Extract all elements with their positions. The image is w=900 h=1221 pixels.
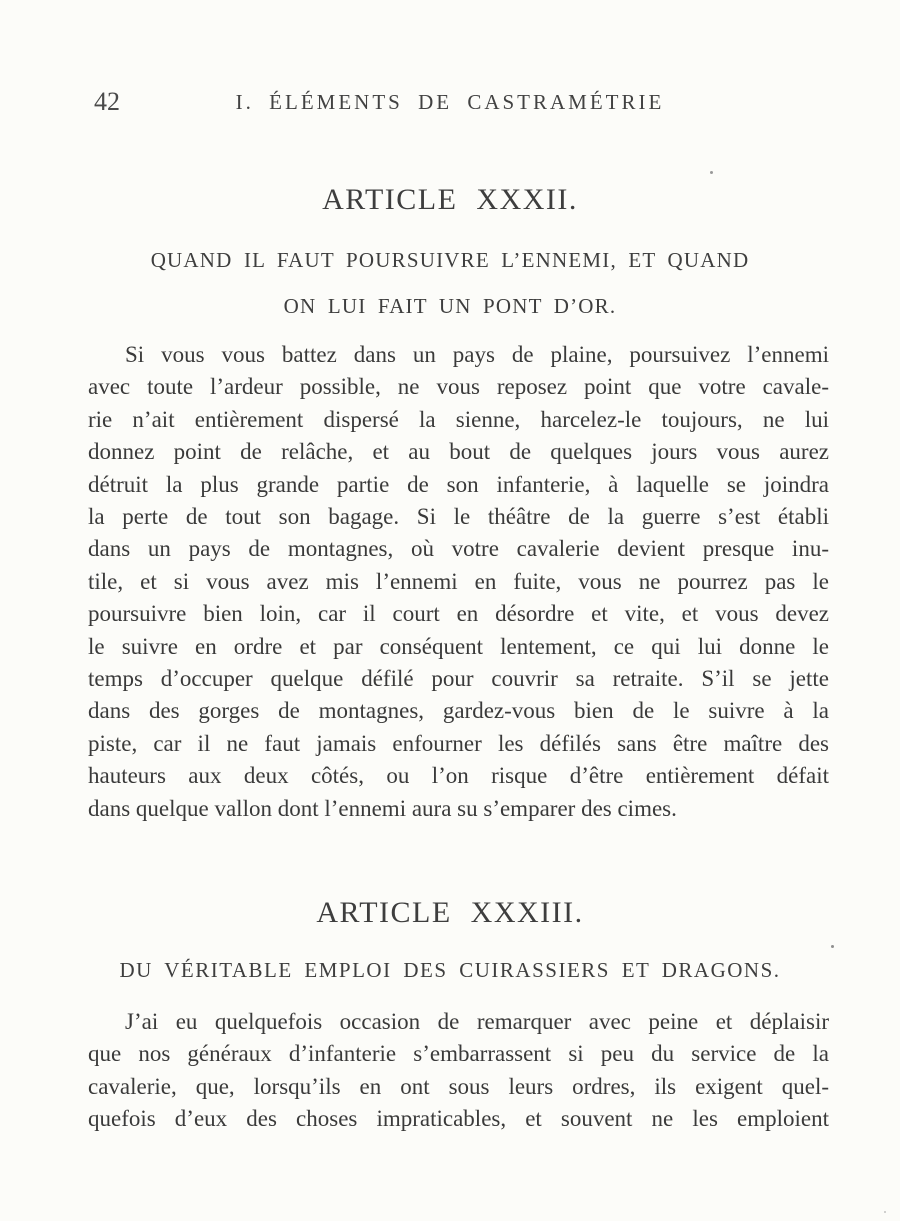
paragraph-line: piste, car il ne faut jamais enfourner les défilés sans être maître des [88,730,829,756]
article-xxxiii-title: ARTICLE XXXIII. [316,896,584,929]
paragraph-line: détruit la plus grande partie de son infanterie, à laquelle se joindra [88,471,829,497]
paragraph-line: Si vous vous battez dans un pays de plaine, poursuivez l’ennemi [125,342,829,367]
article-xxxii-title: ARTICLE XXXII. [322,183,578,216]
scan-speck [710,171,713,174]
article-xxxii-paragraph [88,339,829,825]
paragraph-line: temps d’occuper quelque défilé pour couvrir sa retraite. S’il se jette [88,666,829,692]
paragraph-line: dans un pays de montagnes, où votre cavalerie devient presque inu- [88,536,829,562]
paragraph-line: la perte de tout son bagage. Si le théâtre de la guerre s’est établi [88,504,829,530]
paragraph-line: quefois d’eux des choses impraticables, et souvent ne les emploient [88,1106,829,1132]
paragraph-line: dans des gorges de montagnes, gardez-vous bien de le suivre à la [88,698,829,724]
article-xxxiii-subtitle [0,947,900,993]
subtitle-line: DU VÉRITABLE EMPLOI DES CUIRASSIERS ET DRAGONS. [119,958,781,982]
article-xxxiii-paragraph [88,1006,829,1136]
paragraph-line: que nos généraux d’infanterie s’embarrassent si peu du service de la [88,1041,829,1067]
paragraph-line: le suivre en ordre et par conséquent lentement, ce qui lui donne le [88,633,829,659]
running-head [0,87,900,124]
subtitle-line: QUAND IL FAUT POURSUIVRE L’ENNEMI, ET QUAND [150,248,750,272]
paragraph-line: donnez point de relâche, et au bout de quelques jours vous aurez [88,439,829,465]
paragraph-line: dans quelque vallon dont l’ennemi aura su s’emparer des cimes. [88,795,677,821]
running-header-title: I. ÉLÉMENTS DE CASTRAMÉTRIE [235,90,665,114]
paragraph-line: rie n’ait entièrement dispersé la sienne, harcelez-le toujours, ne lui [88,406,829,432]
paragraph-line: cavalerie, que, lorsqu’ils en ont sous leurs ordres, ils exigent quel- [88,1073,829,1099]
page-number: 42 [94,87,120,116]
scan-speck [884,1211,886,1213]
paragraph-line: avec toute l’ardeur possible, ne vous reposez point que votre cavale- [88,374,829,400]
paragraph-line: J’ai eu quelquefois occasion de remarquer avec peine et déplaisir [125,1009,829,1034]
paragraph-line: poursuivre bien loin, car il court en désordre et vite, et vous devez [88,601,829,627]
article-xxxii-subtitle [0,237,900,329]
paragraph-line: tile, et si vous avez mis l’ennemi en fuite, vous ne pourrez pas le [88,568,829,594]
paragraph-line: hauteurs aux deux côtés, ou l’on risque d’être entièrement défait [88,763,829,789]
subtitle-line: ON LUI FAIT UN PONT D’OR. [283,294,617,318]
